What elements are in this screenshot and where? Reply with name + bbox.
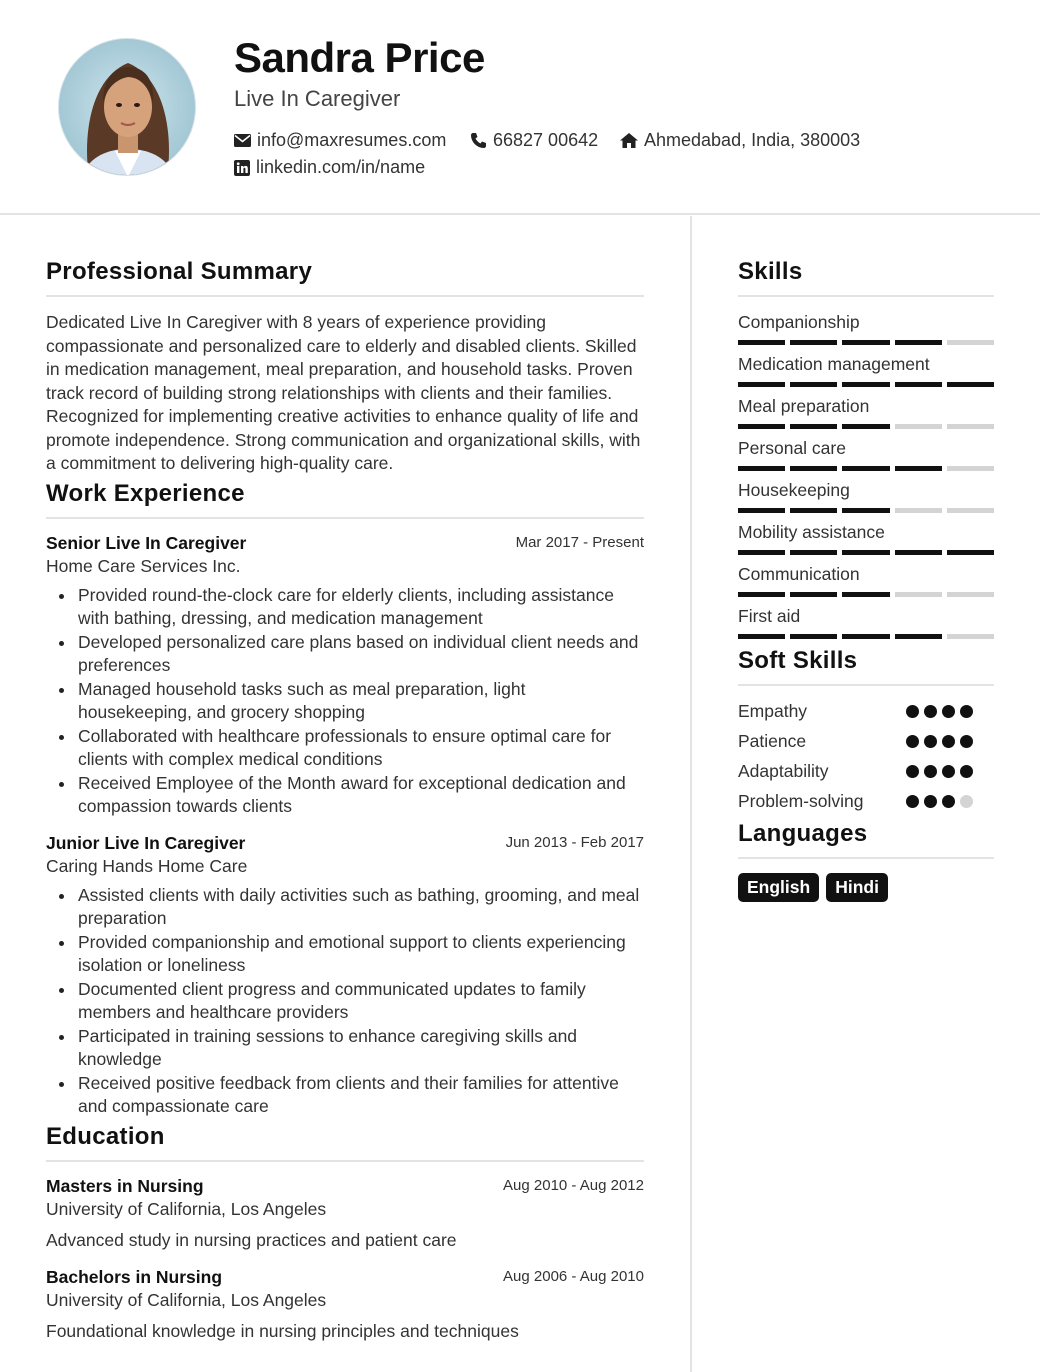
education-date: Aug 2006 - Aug 2010 <box>503 1267 644 1285</box>
skill-name: Mobility assistance <box>738 522 885 542</box>
skill-level-segment <box>895 382 942 387</box>
skill-level-segment <box>895 508 942 513</box>
skill-name: Medication management <box>738 354 930 374</box>
skill-level-segment <box>738 340 785 345</box>
job-title: Live In Caregiver <box>234 86 401 111</box>
language-badge: English <box>738 873 819 902</box>
rating-dot <box>960 735 973 748</box>
skill-level-segment <box>947 466 994 471</box>
skill-level-segment <box>790 592 837 597</box>
rating-dot <box>960 795 973 808</box>
skill-level-segment <box>738 550 785 555</box>
rating-dot <box>906 735 919 748</box>
rating-dot <box>906 795 919 808</box>
soft-skill-item <box>738 696 994 726</box>
skill-name: Housekeeping <box>738 480 850 500</box>
skill-level-segment <box>738 424 785 429</box>
rating-dot <box>942 765 955 778</box>
skill-level-bar <box>738 340 994 345</box>
linkedin-icon <box>234 160 250 176</box>
skill-item <box>738 353 994 387</box>
soft-skills-heading: Soft Skills <box>738 647 994 686</box>
candidate-name: Sandra Price <box>234 34 485 81</box>
education-entry <box>46 1267 644 1342</box>
degree-name: Bachelors in Nursing <box>46 1266 223 1287</box>
soft-skill-name: Patience <box>738 730 807 751</box>
skill-item <box>738 563 994 597</box>
education-date: Aug 2010 - Aug 2012 <box>503 1176 644 1194</box>
phone-icon <box>470 132 487 149</box>
skill-level-segment <box>790 508 837 513</box>
rating-dot <box>942 705 955 718</box>
skill-name: Meal preparation <box>738 396 870 416</box>
skill-level-segment <box>842 382 889 387</box>
skill-level-segment <box>947 424 994 429</box>
soft-skills-list <box>738 696 994 816</box>
bullet-item: Assisted clients with daily activities such as bathing, grooming, and meal preparation <box>46 884 644 931</box>
experience-heading: Work Experience <box>46 480 644 519</box>
skill-level-segment <box>947 340 994 345</box>
skill-name: Companionship <box>738 312 860 332</box>
sidebar-column <box>738 258 994 902</box>
soft-skill-item <box>738 756 994 786</box>
skill-level-segment <box>895 592 942 597</box>
skill-level-segment <box>790 634 837 639</box>
skill-level-segment <box>738 634 785 639</box>
home-icon <box>620 133 638 148</box>
skill-level-segment <box>947 634 994 639</box>
job-company: Caring Hands Home Care <box>46 855 248 876</box>
skill-level-segment <box>895 466 942 471</box>
skill-name: Personal care <box>738 438 846 458</box>
education-entry <box>46 1176 644 1251</box>
skill-name: Communication <box>738 564 860 584</box>
job-bullets <box>46 584 644 819</box>
job-company: Home Care Services Inc. <box>46 555 241 576</box>
education-description: Advanced study in nursing practices and patient care <box>46 1229 457 1250</box>
skill-level-segment <box>738 466 785 471</box>
education-description: Foundational knowledge in nursing principles and techniques <box>46 1320 519 1341</box>
skills-list <box>738 311 994 639</box>
soft-skill-item <box>738 786 994 816</box>
job-bullets <box>46 884 644 1119</box>
skill-level-segment <box>947 550 994 555</box>
skill-level-segment <box>842 424 889 429</box>
skill-item <box>738 479 994 513</box>
skill-level-segment <box>790 424 837 429</box>
skill-level-segment <box>947 508 994 513</box>
main-column <box>46 258 644 1342</box>
bullet-item: Managed household tasks such as meal preparation, light housekeeping, and grocery shopping <box>46 678 644 725</box>
summary-heading: Professional Summary <box>46 258 644 297</box>
skill-level-segment <box>947 382 994 387</box>
job-position: Junior Live In Caregiver <box>46 832 246 853</box>
rating-dot <box>942 795 955 808</box>
linkedin-text: linkedin.com/in/name <box>256 157 426 177</box>
bullet-item: Received positive feedback from clients and their families for attentive and compassionate care <box>46 1072 644 1119</box>
skill-level-bar <box>738 508 994 513</box>
skill-item <box>738 605 994 639</box>
email-text: info@maxresumes.com <box>257 130 447 150</box>
skill-level-segment <box>895 634 942 639</box>
rating-dot <box>942 735 955 748</box>
envelope-icon <box>234 134 251 147</box>
skill-item <box>738 311 994 345</box>
job-position: Senior Live In Caregiver <box>46 532 247 553</box>
skill-level-segment <box>738 508 785 513</box>
contact-phone[interactable] <box>470 130 598 151</box>
contact-linkedin[interactable] <box>234 157 425 178</box>
skill-level-bar <box>738 634 994 639</box>
bullet-item: Developed personalized care plans based on individual client needs and preferences <box>46 631 644 678</box>
phone-text: 66827 00642 <box>493 130 599 150</box>
skill-level-segment <box>738 382 785 387</box>
language-badge: Hindi <box>826 873 888 902</box>
address-text: Ahmedabad, India, 380003 <box>644 130 861 150</box>
skill-level-segment <box>790 382 837 387</box>
school-name: University of California, Los Angeles <box>46 1289 327 1310</box>
bullet-item: Documented client progress and communicated updates to family members and healthcare providers <box>46 978 644 1025</box>
soft-skill-dots <box>906 795 973 808</box>
languages-heading: Languages <box>738 820 994 859</box>
skill-level-segment <box>842 592 889 597</box>
job-date: Mar 2017 - Present <box>515 533 644 551</box>
rating-dot <box>960 705 973 718</box>
soft-skill-dots <box>906 705 973 718</box>
soft-skill-name: Problem-solving <box>738 790 864 811</box>
skill-level-segment <box>842 634 889 639</box>
skill-level-segment <box>895 340 942 345</box>
skill-level-segment <box>895 550 942 555</box>
bullet-item: Received Employee of the Month award for exceptional dedication and compassion towards clients <box>46 772 644 819</box>
rating-dot <box>924 735 937 748</box>
rating-dot <box>924 765 937 778</box>
contact-email[interactable] <box>234 130 446 151</box>
soft-skill-item <box>738 726 994 756</box>
column-divider <box>690 216 692 1372</box>
job-entry <box>46 533 644 819</box>
bullet-item: Provided companionship and emotional support to clients experiencing isolation or loneliness <box>46 931 644 978</box>
rating-dot <box>960 765 973 778</box>
bullet-item: Provided round-the-clock care for elderly clients, including assistance with bathing, dressing, and medication management <box>46 584 644 631</box>
languages-list <box>738 873 994 902</box>
resume-header <box>0 0 1040 215</box>
skill-level-segment <box>842 340 889 345</box>
rating-dot <box>924 795 937 808</box>
skill-level-segment <box>738 592 785 597</box>
soft-skill-dots <box>906 765 973 778</box>
job-date: Jun 2013 - Feb 2017 <box>505 833 644 851</box>
soft-skill-name: Adaptability <box>738 760 829 781</box>
bullet-item: Participated in training sessions to enhance caregiving skills and knowledge <box>46 1025 644 1072</box>
skill-level-segment <box>947 592 994 597</box>
skill-level-segment <box>842 550 889 555</box>
education-heading: Education <box>46 1123 644 1162</box>
skill-level-segment <box>790 550 837 555</box>
contact-address <box>620 130 860 151</box>
summary-text: Dedicated Live In Caregiver with 8 years of experience providing compassionate and personalized care to elderly and disabled clients. Skilled in medication management, meal preparation, and household tasks. Proven track record of building strong relationships with clients and their families. Recognized for implementing creative activities to enhance quality of life and promote independence. Strong communication and organizational skills, with a commitment to delivering high-quality care. <box>46 312 641 473</box>
soft-skill-dots <box>906 735 973 748</box>
rating-dot <box>906 765 919 778</box>
rating-dot <box>906 705 919 718</box>
skill-level-segment <box>842 508 889 513</box>
degree-name: Masters in Nursing <box>46 1175 204 1196</box>
skill-level-segment <box>790 340 837 345</box>
profile-photo <box>58 38 196 176</box>
skill-level-bar <box>738 592 994 597</box>
job-entry <box>46 833 644 1119</box>
skill-level-segment <box>842 466 889 471</box>
skill-item <box>738 395 994 429</box>
skill-level-bar <box>738 424 994 429</box>
skill-level-bar <box>738 466 994 471</box>
school-name: University of California, Los Angeles <box>46 1198 327 1219</box>
skill-level-bar <box>738 382 994 387</box>
soft-skill-name: Empathy <box>738 700 808 721</box>
skill-level-segment <box>895 424 942 429</box>
skill-item <box>738 437 994 471</box>
skill-item <box>738 521 994 555</box>
skill-name: First aid <box>738 606 801 626</box>
skill-level-segment <box>790 466 837 471</box>
skill-level-bar <box>738 550 994 555</box>
skills-heading: Skills <box>738 258 994 297</box>
bullet-item: Collaborated with healthcare professionals to ensure optimal care for clients with complex medical conditions <box>46 725 644 772</box>
rating-dot <box>924 705 937 718</box>
